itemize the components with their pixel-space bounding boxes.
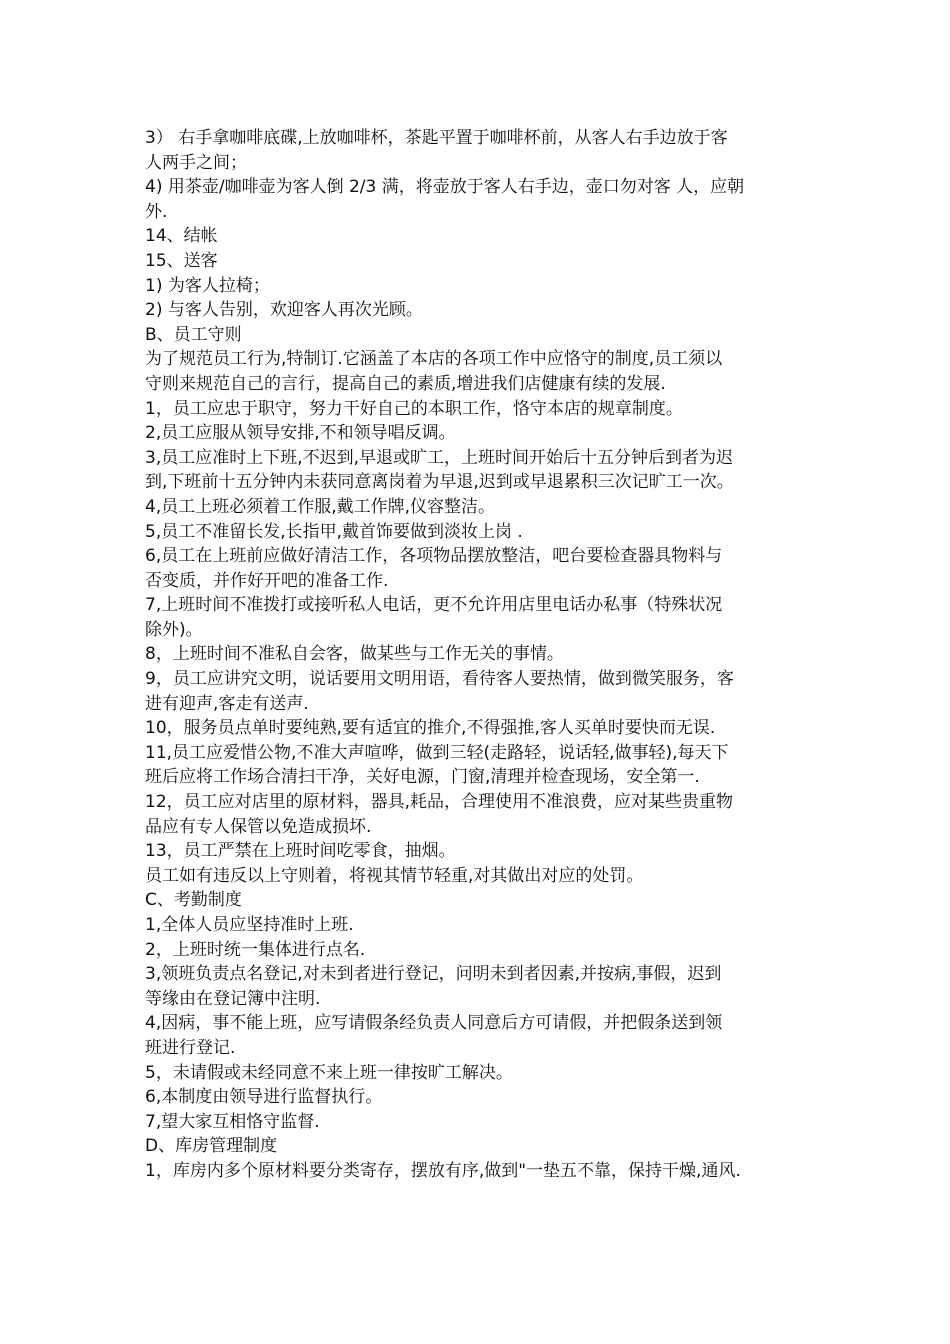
text-line: 员工如有违反以上守则着，将视其情节轻重,对其做出对应的处罚。	[145, 865, 644, 886]
text-line: 6,员工在上班前应做好清洁工作，各项物品摆放整洁，吧台要检查器具物料与	[145, 546, 723, 567]
section-heading: D、库房管理制度	[145, 1136, 278, 1157]
text-line: 品应有专人保管以免造成损坏.	[145, 816, 372, 837]
text-line: 4,员工上班必须着工作服,戴工作牌,仪容整洁。	[145, 496, 496, 517]
text-line: 到,下班前十五分钟内未获同意离岗着为早退,迟到或早退累积三次记旷工一次。	[145, 472, 734, 493]
text-line: 2,员工应服从领导安排,不和领导唱反调。	[145, 423, 456, 444]
text-line: 10，服务员点单时要纯熟,要有适宜的推介,不得强推,客人买单时要快而无误.	[145, 718, 716, 739]
document-body	[145, 126, 815, 1184]
section-heading: 14、结帐	[145, 226, 218, 247]
text-line: 1,全体人员应坚持准时上班.	[145, 915, 354, 935]
text-line: 13，员工严禁在上班时间吃零食，抽烟。	[145, 841, 456, 862]
text-line: 1，库房内多个原材料要分类寄存，摆放有序,做到"一垫五不靠，保持干燥,通风.	[145, 1160, 741, 1181]
text-line: 9，员工应讲究文明，说话要用文明用语，看待客人要热情，做到微笑服务，客	[145, 669, 734, 690]
text-line: 7,望大家互相恪守监督.	[145, 1111, 320, 1132]
text-line: 7,上班时间不准拨打或接听私人电话，更不允许用店里电话办私事（特殊状况	[145, 595, 723, 616]
text-line: 4) 用茶壶/咖啡壶为客人倒 2/3 满，将壶放于客人右手边，壶口勿对客 人，应朝	[145, 177, 745, 198]
text-line: 2，上班时统一集体进行点名.	[145, 939, 366, 960]
text-line: 5，未请假或未经同意不来上班一律按旷工解决。	[145, 1062, 513, 1083]
text-line: 除外)。	[145, 619, 203, 640]
text-line: 为了规范员工行为,特制订.它涵盖了本店的各项工作中应恪守的制度,员工须以	[145, 349, 723, 370]
text-line: 外.	[145, 201, 168, 222]
text-line: 等缘由在登记簿中注明.	[145, 988, 321, 1009]
text-line: 4,因病，事不能上班，应写请假条经负责人同意后方可请假，并把假条送到领	[145, 1013, 723, 1034]
text-line: 否变质，并作好开吧的准备工作.	[145, 570, 389, 591]
text-line: 5,员工不准留长发,长指甲,戴首饰要做到淡妆上岗 .	[145, 521, 523, 542]
text-line: 1，员工应忠于职守，努力干好自己的本职工作，恪守本店的规章制度。	[145, 398, 683, 419]
text-line: 8，上班时间不准私自会客，做某些与工作无关的事情。	[145, 644, 564, 665]
section-heading: B、员工守则	[145, 324, 242, 345]
text-line: 3,领班负责点名登记,对未到者进行登记，问明未到者因素,并按病,事假，迟到	[145, 964, 722, 985]
text-line: 班进行登记.	[145, 1037, 236, 1058]
text-line: 进有迎声,客走有送声.	[145, 693, 309, 714]
text-line: 6,本制度由领导进行监督执行。	[145, 1087, 383, 1108]
text-line: 班后应将工作场合清扫干净，关好电源，门窗,清理并检查现场，安全第一.	[145, 767, 700, 788]
text-line: 2) 与客人告别，欢迎客人再次光顾。	[145, 300, 423, 321]
text-line: 1) 为客人拉椅；	[145, 275, 270, 296]
text-line: 3,员工应准时上下班,不迟到,早退或旷工，上班时间开始后十五分钟后到者为迟	[145, 447, 734, 468]
text-line: 守则来规范自己的言行，提高自己的素质,增进我们店健康有续的发展.	[145, 373, 666, 394]
section-heading: 15、送客	[145, 250, 218, 271]
text-line: 11,员工应爱惜公物,不准大声喧哗，做到三轻(走路轻，说话轻,做事轻),每天下	[145, 742, 729, 763]
text-line: 12，员工应对店里的原材料，器具,耗品，合理使用不准浪费，应对某些贵重物	[145, 792, 734, 813]
section-heading: C、考勤制度	[145, 890, 242, 911]
text-line: 人两手之间；	[145, 152, 247, 173]
text-line: 3） 右手拿咖啡底碟,上放咖啡杯，茶匙平置于咖啡杯前，从客人右手边放于客	[145, 128, 728, 148]
